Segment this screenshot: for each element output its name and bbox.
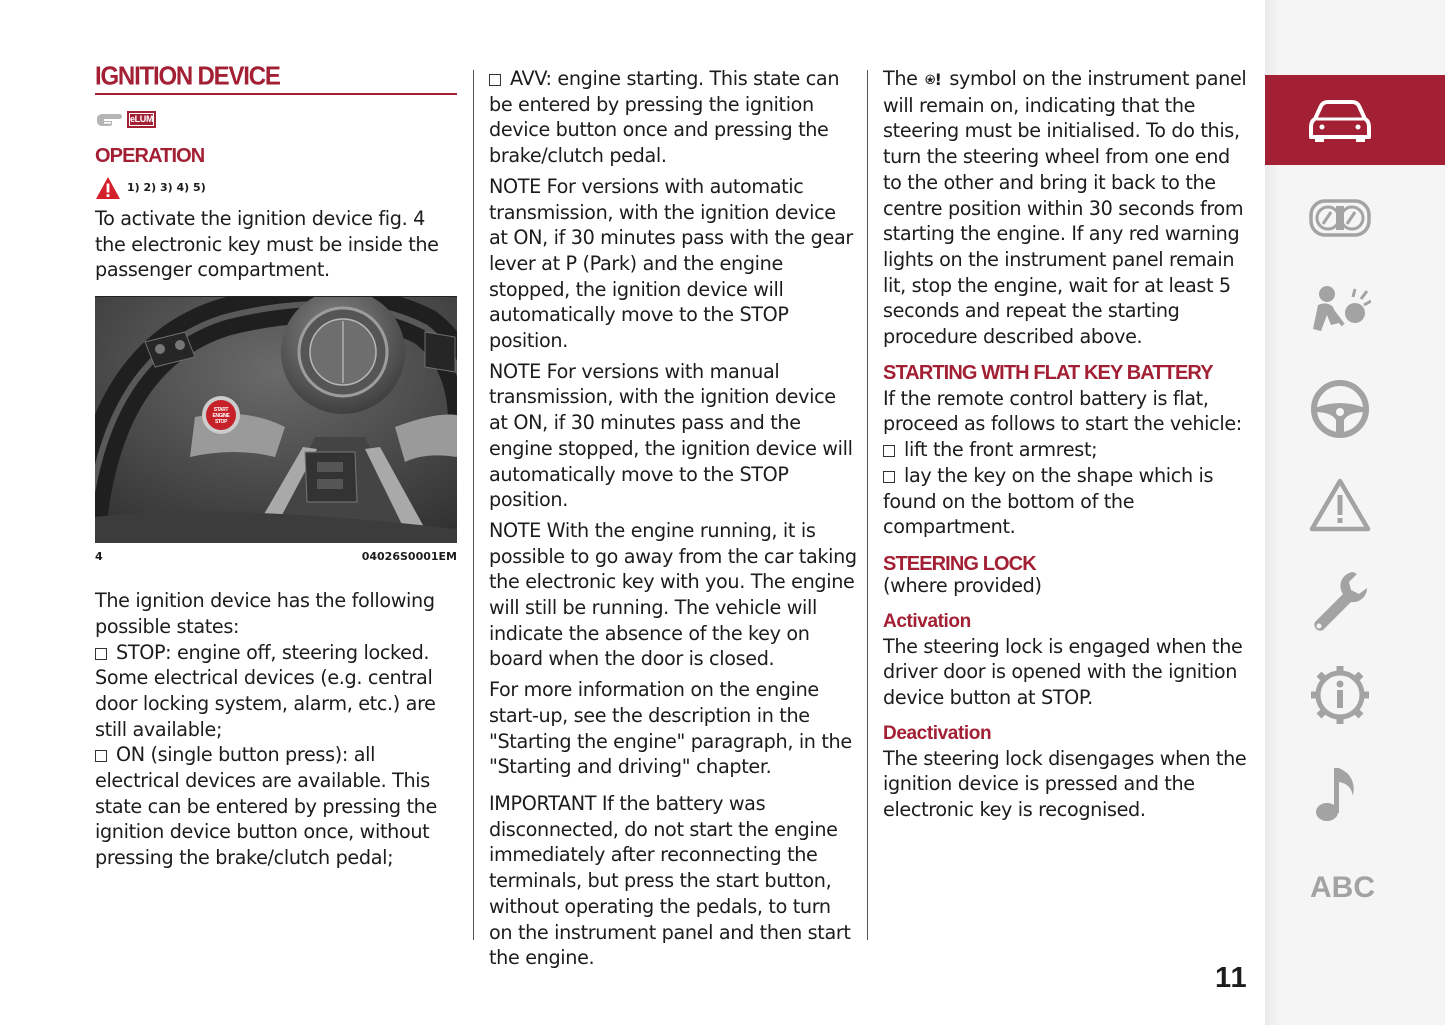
states-intro: The ignition device has the following possible states: bbox=[95, 589, 435, 638]
sidebar-item-vehicle[interactable] bbox=[1265, 75, 1445, 165]
checkbox-bullet bbox=[95, 648, 107, 660]
warning-icon bbox=[95, 176, 121, 200]
figure-steering-wheel bbox=[95, 296, 457, 543]
section-title: IGNITION DEVICE bbox=[95, 61, 280, 92]
steering-init-paragraph: The ⍟! symbol on the instrument panel will remain on, indicating that the steering must be initialised. To do this, turn the steering wheel from one end to the other and bring it back to the centre position within 30 seconds from starting the engine. If any red warning lights on the instrument panel remain lit, stop the engine, wait for at least 5 seconds and repeat the starting procedure described above. bbox=[883, 67, 1247, 349]
sidebar-item-emergency[interactable] bbox=[1265, 460, 1445, 550]
state-on: ON (single button press): all electrical devices are available. This state can be entered by pressing the ignition device button once, without pressing the brake/clutch pedal; bbox=[95, 743, 437, 870]
note-automatic: NOTE For versions with automatic transmission, with the ignition device at ON, if 30 minutes pass with the gear lever at P (Park) and the engine stopped, the ignition device will automatically move to the STOP position. bbox=[489, 174, 853, 353]
abc-index-label: ABC bbox=[1310, 871, 1375, 904]
column-3 bbox=[883, 66, 1248, 823]
sidebar-item-multimedia[interactable] bbox=[1265, 748, 1445, 838]
note-manual: NOTE For versions with manual transmission, with the ignition device at ON, if 30 minutes pass and the engine stopped, the ignition device will automatically move to the STOP position. bbox=[489, 359, 853, 512]
steering-warning-icon: ⍟! bbox=[925, 70, 942, 89]
flat-battery-heading: STARTING WITH FLAT KEY BATTERY bbox=[883, 361, 1213, 384]
chapter-sidebar bbox=[1265, 0, 1445, 1025]
svg-text:ENGINE: ENGINE bbox=[212, 413, 230, 420]
svg-text:STOP: STOP bbox=[214, 419, 228, 426]
state-stop: STOP: engine off, steering locked. Some electrical devices (e.g. central door locking system, alarm, etc.) are still available; bbox=[95, 640, 436, 741]
dashboard-icon bbox=[1309, 198, 1371, 238]
car-icon bbox=[1309, 97, 1371, 143]
pointing-hand-icon bbox=[95, 110, 125, 128]
page-number: 11 bbox=[1215, 962, 1248, 994]
flat-battery-intro: If the remote control battery is flat, proceed as follows to start the vehicle: bbox=[883, 386, 1242, 436]
intro-paragraph: To activate the ignition device fig. 4 the electronic key must be inside the passenger compartment. bbox=[95, 207, 439, 282]
music-note-icon bbox=[1309, 762, 1371, 824]
deactivation-heading: Deactivation bbox=[883, 722, 992, 744]
state-avv: AVV: engine starting. This state can be entered by pressing the ignition device button once and pressing the brake/clutch pedal. bbox=[489, 67, 840, 168]
sidebar-item-driving[interactable] bbox=[1265, 364, 1445, 454]
wrench-icon bbox=[1309, 568, 1371, 634]
sidebar-item-technical-data[interactable] bbox=[1265, 650, 1445, 740]
title-underline bbox=[95, 93, 457, 95]
flat-step-2: lay the key on the shape which is found on the bottom of the compartment. bbox=[883, 463, 1214, 539]
activation-heading: Activation bbox=[883, 610, 971, 632]
info-gear-icon bbox=[1309, 664, 1371, 726]
sidebar-item-safety[interactable] bbox=[1265, 268, 1445, 358]
important-note: IMPORTANT If the battery was disconnected, do not start the engine immediately after reconnecting the terminals, but press the start button, without operating the pedals, to turn on the instrument panel and then start the engine. bbox=[489, 791, 851, 970]
steering-wheel-icon bbox=[1309, 378, 1371, 440]
figure-caption bbox=[95, 549, 457, 565]
figure-number: 4 bbox=[95, 550, 103, 564]
checkbox-bullet bbox=[883, 471, 895, 483]
note-running: NOTE With the engine running, it is possible to go away from the car taking the electronic key with you. The engine will still be running. The vehicle will indicate the absence of the key on board when the door is closed. bbox=[489, 518, 857, 671]
elum-badge: eLUM bbox=[127, 111, 156, 128]
column-1 bbox=[95, 62, 457, 871]
steering-lock-heading: STEERING LOCK bbox=[883, 552, 1036, 575]
airbag-passenger-icon bbox=[1309, 285, 1371, 341]
figure-code: 04026S0001EM bbox=[361, 550, 457, 564]
column-2 bbox=[489, 66, 859, 971]
more-info: For more information on the engine start-up, see the description in the "Starting the engine" paragraph, in the "Starting and driving" chapter. bbox=[489, 678, 852, 779]
sidebar-item-maintenance[interactable] bbox=[1265, 556, 1445, 646]
start-button-label: START bbox=[213, 407, 229, 414]
steering-lock-sub: (where provided) bbox=[883, 573, 1042, 597]
steering-wheel-photo bbox=[95, 297, 457, 543]
checkbox-bullet bbox=[489, 74, 501, 86]
warning-triangle-icon bbox=[1309, 477, 1371, 533]
activation-text: The steering lock is engaged when the driver door is opened with the ignition device button at STOP. bbox=[883, 634, 1243, 710]
column-divider-1 bbox=[473, 70, 474, 940]
checkbox-bullet bbox=[95, 750, 107, 762]
warning-references: 1) 2) 3) 4) 5) bbox=[127, 181, 206, 195]
warning-row bbox=[95, 175, 457, 201]
checkbox-bullet bbox=[883, 445, 895, 457]
sidebar-item-instruments[interactable] bbox=[1265, 173, 1445, 263]
operation-heading: OPERATION bbox=[95, 145, 205, 167]
sidebar-item-index[interactable] bbox=[1265, 843, 1445, 933]
column-divider-2 bbox=[867, 70, 868, 940]
elum-row bbox=[95, 107, 457, 131]
deactivation-text: The steering lock disengages when the ignition device is pressed and the electronic key is recognised. bbox=[883, 746, 1247, 822]
flat-step-1: lift the front armrest; bbox=[883, 437, 1248, 463]
